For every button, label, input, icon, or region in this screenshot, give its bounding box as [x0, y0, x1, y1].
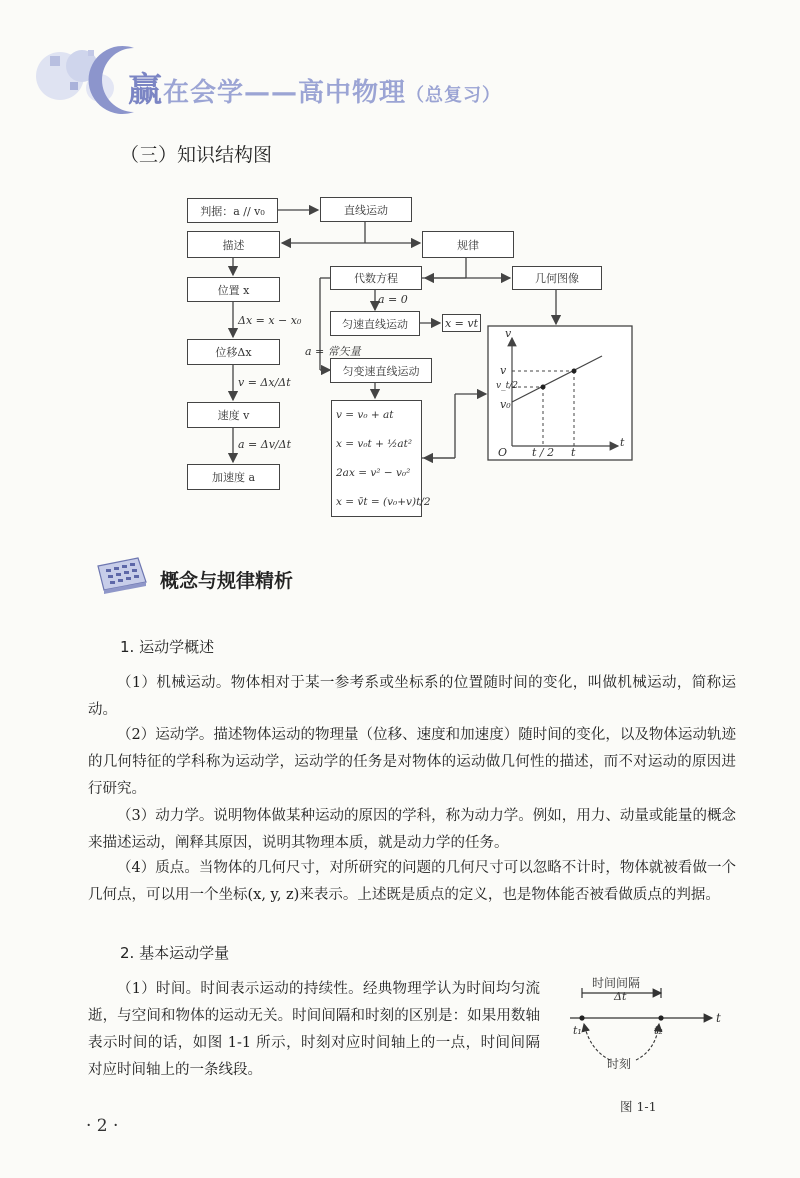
a-const-label: a = 常矢量	[305, 345, 361, 358]
figure-caption: 图 1-1	[620, 1099, 657, 1114]
eq-velocity-squared: 2ax = v² − v₀²	[336, 466, 411, 479]
graph-origin: O	[498, 446, 508, 459]
algebra-box: 代数方程	[330, 266, 422, 290]
position-box: 位置 x	[187, 277, 280, 302]
page-number: · 2 ·	[86, 1116, 119, 1136]
graph-v: v	[500, 364, 507, 377]
s1-heading: 1. 运动学概述	[120, 638, 215, 656]
law-box: 规律	[422, 231, 514, 258]
s2-para-1: （1）时间。时间表示运动的持续性。经典物理学认为时间均匀流逝，与空间和物体的运动无关。时间间隔和时刻的区别是：如果用数轴表示时间的话，如图 1-1 所示，时刻对应时间轴上的一点，时间间隔对应时间轴上的一条线段。	[88, 981, 540, 1078]
uniform-motion-box: 匀速直线运动	[330, 311, 420, 336]
a-def-label: a = Δv/Δt	[238, 438, 291, 451]
s1-para-2: （2）运动学。描述物体运动的物理量（位移、速度和加速度）随时间的变化，以及物体运动轨迹的几何特征的学科称为运动学，运动学的任务是对物体的运动做几何性的描述，而不对运动的原因进行研究。	[88, 727, 736, 797]
graph-t-axis: t	[620, 436, 625, 449]
s1-para-3: （3）动力学。说明物体做某种运动的原因的学科，称为动力学。例如，用力、动量或能量的概念来描述运动，阐释其原因，说明其物理本质，就是动力学的任务。	[88, 808, 736, 851]
v-def-label: v = Δx/Δt	[238, 376, 291, 389]
fig-t-label: t	[716, 1011, 721, 1025]
graph-t-half: t / 2	[532, 446, 555, 459]
displacement-box: 位移Δx	[187, 339, 280, 365]
concept-title: 概念与规律精析	[160, 570, 294, 592]
fig-moment-label: 时刻	[607, 1057, 632, 1071]
describe-box: 描述	[187, 231, 280, 258]
header-title-text: 在会学——高中物理	[163, 78, 407, 108]
geometry-box: 几何图像	[512, 266, 602, 290]
uniform-eq-box: x = vt	[442, 314, 481, 332]
equations-box	[331, 400, 431, 517]
time-axis-figure	[560, 968, 740, 1078]
header-subtitle: （总复习）	[406, 85, 502, 106]
graph-t: t	[571, 446, 576, 459]
header-big-char: 赢	[128, 70, 163, 110]
judge-box: 判据：a // v₀	[187, 198, 278, 223]
linear-motion-box: 直线运动	[320, 197, 412, 222]
velocity-box: 速度 v	[187, 402, 280, 428]
fig-t1-label: t₁	[573, 1024, 582, 1037]
a-zero-label: a = 0	[378, 293, 408, 306]
eq-displacement: x = v₀t + ½at²	[336, 438, 413, 451]
uniform-accel-box: 匀变速直线运动	[330, 358, 432, 383]
section-title: （三）知识结构图	[120, 144, 273, 166]
graph-v0: v₀	[500, 398, 511, 411]
fig-interval-label: 时间间隔	[592, 976, 641, 990]
s1-para-4: （4）质点。当物体的几何尺寸，对所研究的问题的几何尺寸可以忽略不计时，物体就被看做一个几何点，可以用一个坐标(x, y, z)来表示。上述既是质点的定义，也是物体能否被看做质点的判据。	[88, 860, 736, 903]
acceleration-box: 加速度 a	[187, 464, 280, 490]
eq-velocity: v = v₀ + at	[336, 409, 394, 422]
fig-dt-label: Δt	[614, 990, 627, 1003]
s2-heading: 2. 基本运动学量	[120, 944, 230, 962]
dx-label: Δx = x − x₀	[238, 314, 302, 327]
graph-v-axis: v	[505, 327, 512, 340]
graph-v-half: v_t/2	[496, 381, 518, 391]
calculator-icon	[92, 552, 150, 594]
fig-t2-label: t₂	[654, 1024, 663, 1037]
s1-para-1: （1）机械运动。物体相对于某一参考系或坐标系的位置随时间的变化，叫做机械运动，简称运动。	[88, 675, 736, 718]
eq-average: x = v̄t = (v₀+v)t/2	[336, 495, 431, 508]
